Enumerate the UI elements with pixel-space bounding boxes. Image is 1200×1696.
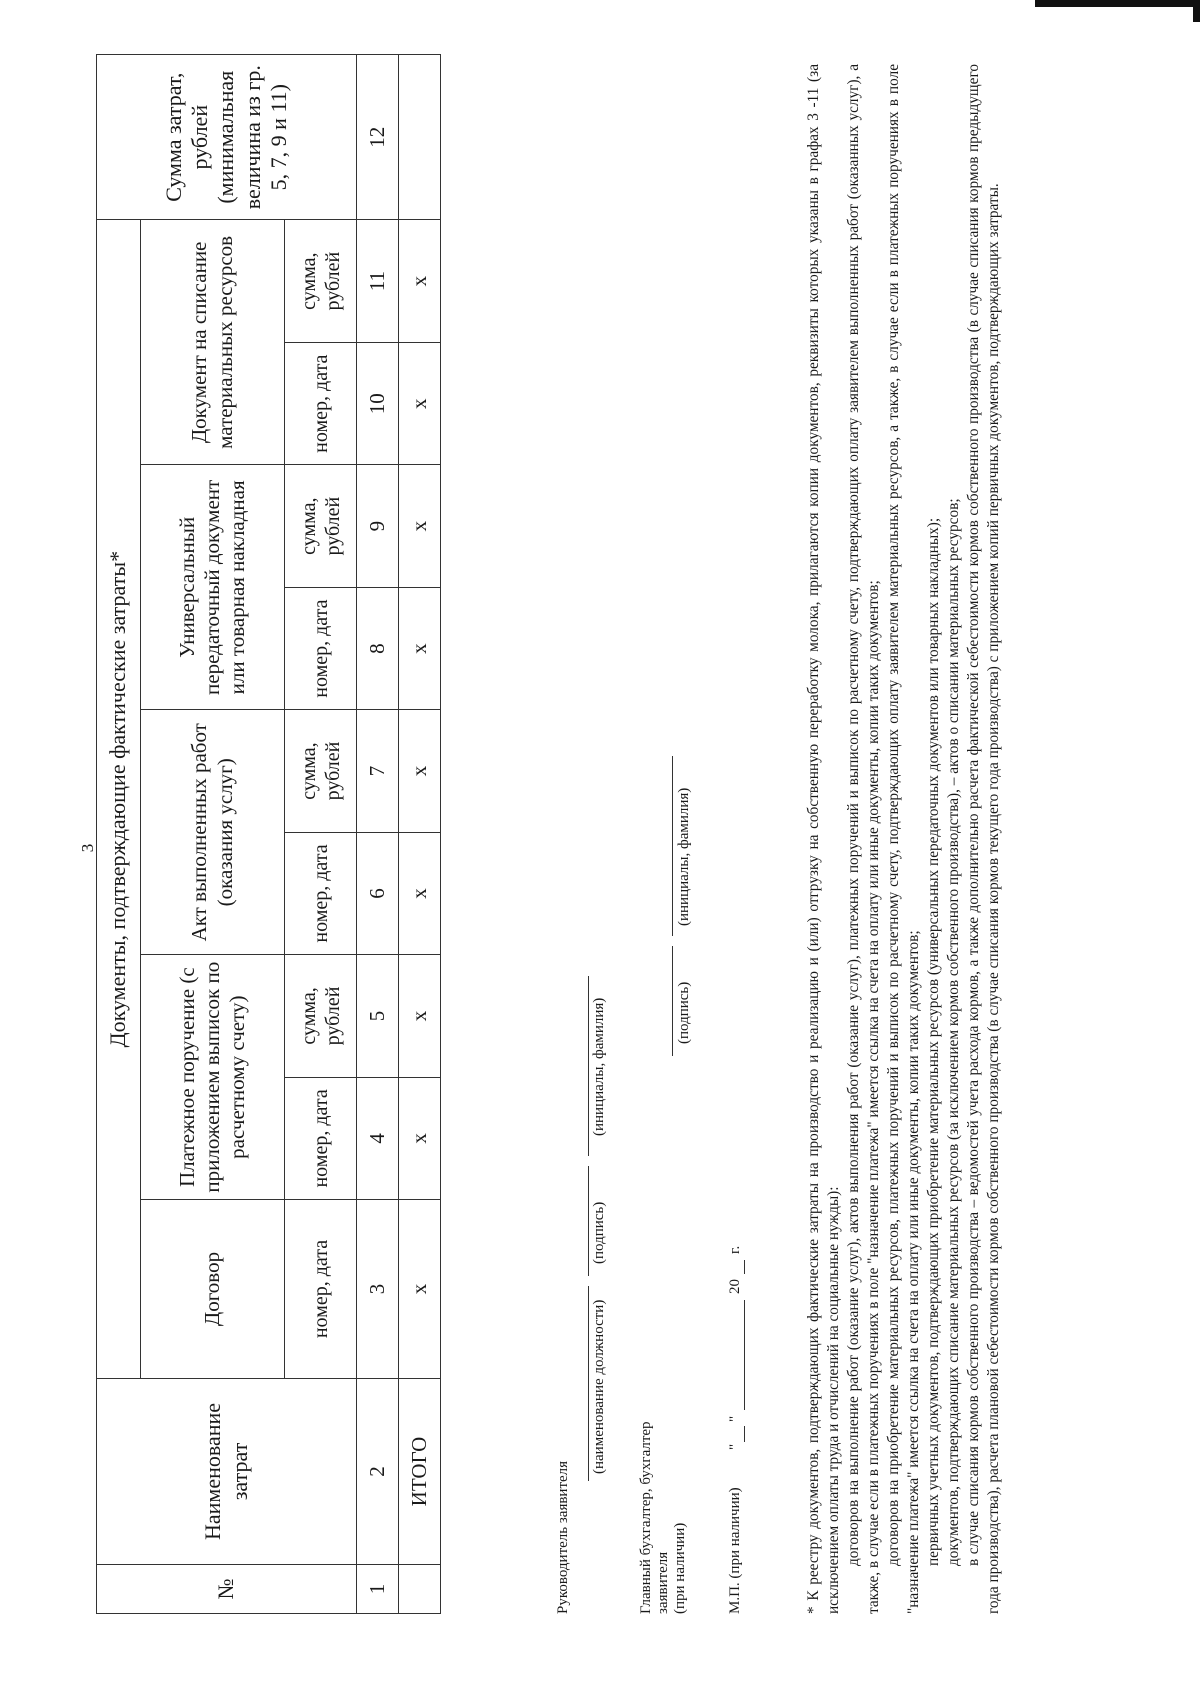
page-number: 3 bbox=[78, 843, 97, 853]
footnote-paragraph: договоров на приобретение материальных ресурсов, платежных поручений и выписок по расчетному счету, подтверждающих оплату заявителем материальных ресурсов, а также, в случае если в платежных поручениях в поле "назначение платежа" имеется ссылка на счета на оплату или иные документы, копии таких документов; bbox=[885, 64, 922, 1614]
date-quote-open: " bbox=[727, 1443, 743, 1450]
chief-signature-line bbox=[672, 946, 673, 1056]
header-work-act: Акт выполненных работ (оказания услуг) bbox=[141, 710, 285, 955]
colnum: 4 bbox=[357, 1077, 399, 1199]
date-day-line bbox=[744, 1426, 745, 1442]
sub-writeoff-sum: сумма, рублей bbox=[285, 220, 357, 343]
footnote bbox=[804, 64, 1004, 1614]
chief-accountant-label-3: (при наличии) bbox=[672, 1522, 688, 1614]
header-transfer-document: Универсальный передаточный документ или товарная накладная bbox=[141, 465, 285, 710]
signature-line bbox=[588, 1166, 589, 1276]
sub-act-number-date: номер, дата bbox=[285, 832, 357, 954]
header-expense-name: Наименование затрат bbox=[97, 1378, 357, 1564]
sub-upd-sum: сумма, рублей bbox=[285, 465, 357, 587]
header-documents-group: Документы, подтверждающие фактические затраты* bbox=[97, 220, 141, 1379]
x-cell: x bbox=[399, 342, 441, 464]
colnum: 11 bbox=[357, 220, 399, 343]
colnum: 5 bbox=[357, 955, 399, 1077]
header-contract: Договор bbox=[141, 1200, 285, 1379]
colnum: 9 bbox=[357, 465, 399, 587]
colnum: 10 bbox=[357, 342, 399, 464]
footnote-paragraph: документов, подтверждающих списание материальных ресурсов (за исключением кормов собственного производства), – актов о списании материальных ресурсов; bbox=[945, 498, 962, 1566]
position-line bbox=[588, 1286, 589, 1481]
header-no: № bbox=[97, 1565, 357, 1614]
sub-contract-number-date: номер, дата bbox=[285, 1200, 357, 1379]
head-of-applicant-label: Руководитель заявителя bbox=[555, 1460, 571, 1614]
footnote-paragraph: * К реестру документов, подтверждающих фактические затраты на производство и реализацию и (или) отгрузку на собственную переработку молока, прилагаются копии документов, реквизиты которых указаны в графах 3 -11 (за исключением оплаты труда и отчислений на социальные нужды): bbox=[805, 64, 842, 1614]
x-cell: x bbox=[399, 465, 441, 587]
total-row bbox=[399, 55, 441, 1614]
chief-initials-caption: (инициалы, фамилия) bbox=[676, 787, 692, 926]
x-cell: x bbox=[399, 1077, 441, 1199]
total-sum-cell bbox=[399, 55, 441, 220]
footnote-paragraph: первичных учетных документов, подтверждающих приобретение материальных ресурсов (универсальных передаточных документов или товарных накладных); bbox=[925, 517, 942, 1566]
date-year-suffix: г. bbox=[727, 1245, 743, 1254]
colnum: 7 bbox=[357, 710, 399, 832]
date-month-line bbox=[744, 1300, 745, 1410]
colnum: 12 bbox=[357, 55, 399, 220]
signature-caption: (подпись) bbox=[591, 1201, 607, 1264]
column-number-row bbox=[357, 55, 399, 1614]
chief-initials-line bbox=[672, 756, 673, 936]
x-cell: x bbox=[399, 220, 441, 343]
footnote-paragraph: в случае списания кормов собственного производства – ведомостей учета расхода кормов, а также дополнительно расчета фактической себестоимости кормов собственного производства (в случае списания кормов предыдущего года производства), расчета плановой себестоимости кормов собственного производства (в случае списания кормов текущего года производства) с приложением копий первичных документов, подтверждающих затраты. bbox=[965, 64, 1002, 1614]
colnum: 8 bbox=[357, 587, 399, 709]
colnum: 6 bbox=[357, 832, 399, 954]
sub-act-sum: сумма, рублей bbox=[285, 710, 357, 832]
date-year-prefix: 20 bbox=[727, 1279, 743, 1294]
chief-accountant-label-2: заявителя bbox=[655, 1551, 671, 1614]
header-writeoff-document: Документ на списание материальных ресурсов bbox=[141, 220, 285, 465]
x-cell: x bbox=[399, 710, 441, 832]
footnote-paragraph: договоров на выполнение работ (оказание услуг), актов выполнения работ (оказание услуг), платежных поручений и выписок по расчетному счету, подтверждающих оплату заявителем выполненных работ (оказанных услуг), а также, в случае если в платежных поручениях в поле "назначение платежа" имеется ссылка на счета на оплату или иные документы, копии таких документов; bbox=[845, 64, 882, 1614]
x-cell: x bbox=[399, 832, 441, 954]
date-year-line bbox=[744, 1260, 745, 1274]
sub-payment-sum: сумма, рублей bbox=[285, 955, 357, 1077]
x-cell: x bbox=[399, 1200, 441, 1379]
date-quote-close: " bbox=[727, 1415, 743, 1422]
chief-signature-caption: (подпись) bbox=[676, 981, 692, 1044]
position-caption: (наименование должности) bbox=[591, 1299, 607, 1474]
colnum: 1 bbox=[357, 1565, 399, 1614]
x-cell: x bbox=[399, 955, 441, 1077]
sub-payment-number-date: номер, дата bbox=[285, 1077, 357, 1199]
expense-registry-table bbox=[96, 54, 441, 1614]
initials-caption: (инициалы, фамилия) bbox=[591, 997, 607, 1136]
colnum: 3 bbox=[357, 1200, 399, 1379]
header-payment-order: Платежное поручение (с приложением выписок по расчетному счету) bbox=[141, 955, 285, 1200]
chief-accountant-label: Главный бухгалтер, бухгалтер bbox=[638, 1421, 654, 1614]
colnum: 2 bbox=[357, 1378, 399, 1564]
total-label: ИТОГО bbox=[399, 1378, 441, 1564]
sub-writeoff-number-date: номер, дата bbox=[285, 342, 357, 464]
x-cell: x bbox=[399, 587, 441, 709]
initials-line bbox=[588, 976, 589, 1156]
stamp-label: М.П. (при наличии) bbox=[727, 1487, 743, 1614]
total-empty-cell bbox=[399, 1565, 441, 1614]
sub-upd-number-date: номер, дата bbox=[285, 587, 357, 709]
header-total-sum: Сумма затрат, рублей (минимальная величина из гр. 5, 7, 9 и 11) bbox=[97, 55, 357, 220]
